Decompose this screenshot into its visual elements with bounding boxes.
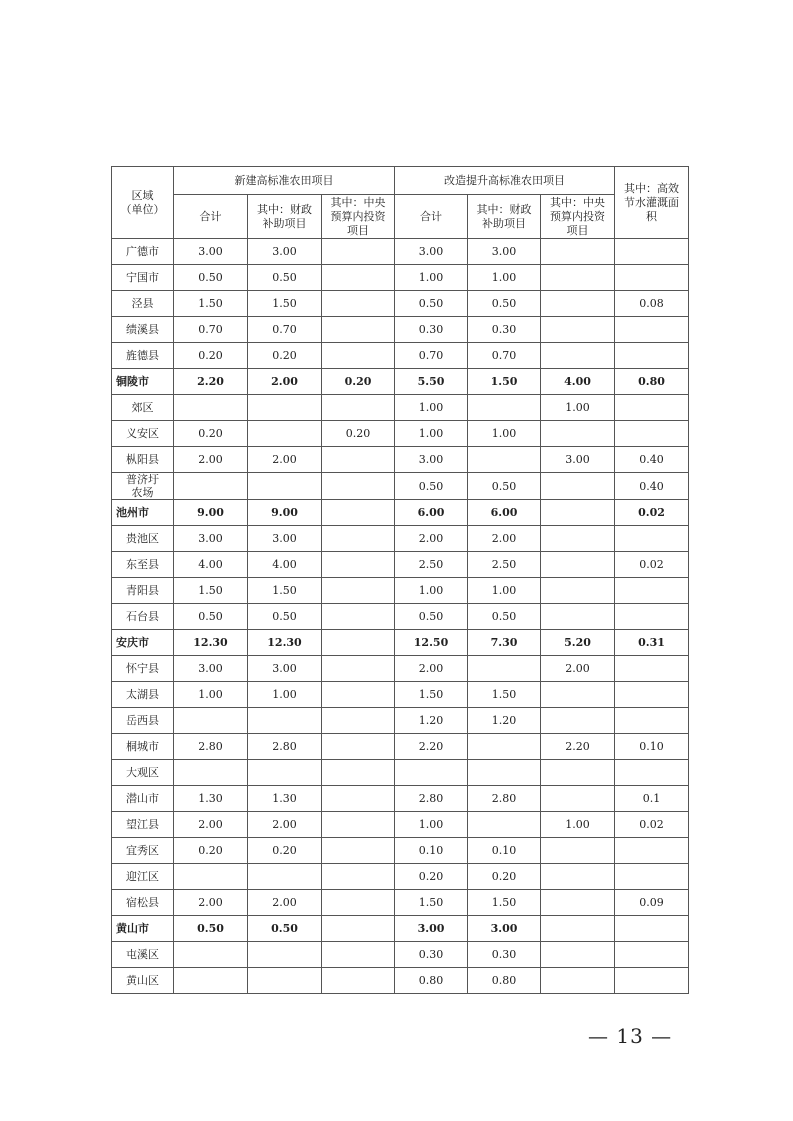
- cell-upgrade-central: [541, 890, 615, 916]
- cell-upgrade-total: 1.00: [395, 812, 468, 838]
- cell-upgrade-central: [541, 916, 615, 942]
- cell-new-finance: 0.20: [248, 343, 322, 369]
- cell-upgrade-central: [541, 864, 615, 890]
- region-name-cell: 迎江区: [112, 864, 174, 890]
- region-name-cell: 东至县: [112, 552, 174, 578]
- cell-new-finance: 2.00: [248, 890, 322, 916]
- cell-upgrade-finance: [468, 734, 541, 760]
- table-row: [112, 500, 689, 526]
- region-name-cell: 宁国市: [112, 265, 174, 291]
- cell-new-central: [322, 916, 395, 942]
- region-name-cell: 郊区: [112, 395, 174, 421]
- region-name-cell: 普济圩 农场: [112, 473, 174, 500]
- table-row: [112, 526, 689, 552]
- cell-upgrade-finance: 1.50: [468, 890, 541, 916]
- region-name-cell: 大观区: [112, 760, 174, 786]
- cell-new-central: [322, 447, 395, 473]
- header-upgrade-total: 合计: [395, 195, 468, 239]
- cell-water-saving: [615, 526, 689, 552]
- cell-water-saving: [615, 421, 689, 447]
- cell-water-saving: [615, 343, 689, 369]
- cell-upgrade-finance: 2.00: [468, 526, 541, 552]
- table-row: [112, 916, 689, 942]
- cell-water-saving: [615, 239, 689, 265]
- cell-upgrade-central: [541, 317, 615, 343]
- cell-new-finance: 1.30: [248, 786, 322, 812]
- cell-upgrade-finance: 1.20: [468, 708, 541, 734]
- cell-upgrade-total: 5.50: [395, 369, 468, 395]
- cell-upgrade-finance: 0.30: [468, 317, 541, 343]
- cell-upgrade-total: 0.30: [395, 942, 468, 968]
- cell-upgrade-central: [541, 838, 615, 864]
- cell-new-finance: 9.00: [248, 500, 322, 526]
- cell-upgrade-total: 1.00: [395, 421, 468, 447]
- cell-upgrade-finance: 0.50: [468, 473, 541, 500]
- cell-new-central: [322, 812, 395, 838]
- cell-new-central: [322, 265, 395, 291]
- header-upgrade-central-text: 其中：中央预算内投资项目: [550, 195, 606, 237]
- cell-new-total: 2.20: [174, 369, 248, 395]
- cell-water-saving: [615, 395, 689, 421]
- cell-upgrade-finance: 2.80: [468, 786, 541, 812]
- table-row: [112, 604, 689, 630]
- cell-new-total: 0.20: [174, 838, 248, 864]
- cell-new-total: [174, 760, 248, 786]
- cell-new-finance: 3.00: [248, 239, 322, 265]
- table-row: [112, 760, 689, 786]
- cell-new-central: [322, 578, 395, 604]
- cell-water-saving: 0.10: [615, 734, 689, 760]
- cell-new-total: 3.00: [174, 239, 248, 265]
- cell-water-saving: 0.02: [615, 500, 689, 526]
- cell-new-central: [322, 343, 395, 369]
- header-new-finance-text: 其中：财政补助项目: [257, 202, 312, 230]
- cell-new-finance: 2.80: [248, 734, 322, 760]
- cell-new-total: 3.00: [174, 526, 248, 552]
- cell-upgrade-finance: [468, 656, 541, 682]
- cell-upgrade-central: [541, 552, 615, 578]
- cell-new-central: [322, 473, 395, 500]
- cell-upgrade-central: [541, 942, 615, 968]
- cell-water-saving: 0.40: [615, 473, 689, 500]
- header-new-total: 合计: [174, 195, 248, 239]
- cell-new-total: 1.30: [174, 786, 248, 812]
- cell-upgrade-total: [395, 760, 468, 786]
- cell-upgrade-finance: 6.00: [468, 500, 541, 526]
- table-row: [112, 786, 689, 812]
- cell-water-saving: [615, 682, 689, 708]
- table-row: [112, 968, 689, 994]
- region-name-cell: 怀宁县: [112, 656, 174, 682]
- cell-upgrade-total: 0.70: [395, 343, 468, 369]
- cell-new-central: [322, 838, 395, 864]
- cell-upgrade-central: [541, 343, 615, 369]
- header-region: [112, 167, 174, 239]
- cell-new-central: [322, 942, 395, 968]
- cell-new-central: [322, 317, 395, 343]
- table-row: [112, 864, 689, 890]
- cell-upgrade-finance: 0.50: [468, 604, 541, 630]
- cell-new-total: 1.00: [174, 682, 248, 708]
- cell-upgrade-central: 2.00: [541, 656, 615, 682]
- cell-upgrade-finance: 0.70: [468, 343, 541, 369]
- cell-upgrade-central: [541, 526, 615, 552]
- cell-upgrade-central: [541, 421, 615, 447]
- cell-new-central: [322, 708, 395, 734]
- table-row: [112, 447, 689, 473]
- table-row: [112, 239, 689, 265]
- cell-new-finance: 0.50: [248, 265, 322, 291]
- cell-upgrade-central: [541, 265, 615, 291]
- cell-new-central: [322, 552, 395, 578]
- cell-upgrade-total: 0.20: [395, 864, 468, 890]
- cell-water-saving: [615, 760, 689, 786]
- cell-water-saving: 0.08: [615, 291, 689, 317]
- cell-new-total: 0.50: [174, 604, 248, 630]
- cell-new-finance: 1.00: [248, 682, 322, 708]
- table-row: [112, 473, 689, 500]
- header-upgrade-central: [541, 195, 615, 239]
- cell-upgrade-central: 4.00: [541, 369, 615, 395]
- cell-new-total: [174, 942, 248, 968]
- cell-water-saving: 0.02: [615, 552, 689, 578]
- cell-upgrade-finance: 1.50: [468, 682, 541, 708]
- cell-new-central: [322, 395, 395, 421]
- cell-new-finance: [248, 421, 322, 447]
- cell-new-central: [322, 786, 395, 812]
- table-row: [112, 838, 689, 864]
- cell-upgrade-total: 0.50: [395, 604, 468, 630]
- cell-new-total: 1.50: [174, 578, 248, 604]
- cell-upgrade-finance: 0.50: [468, 291, 541, 317]
- cell-new-central: [322, 500, 395, 526]
- header-new-finance: [248, 195, 322, 239]
- cell-new-finance: [248, 864, 322, 890]
- table-row: [112, 317, 689, 343]
- cell-new-central: [322, 890, 395, 916]
- header-new-central-text: 其中：中央预算内投资项目: [330, 195, 386, 237]
- cell-upgrade-central: [541, 578, 615, 604]
- cell-upgrade-central: 5.20: [541, 630, 615, 656]
- cell-upgrade-central: [541, 239, 615, 265]
- cell-water-saving: 0.80: [615, 369, 689, 395]
- table-row: [112, 682, 689, 708]
- cell-upgrade-finance: [468, 812, 541, 838]
- cell-upgrade-finance: [468, 447, 541, 473]
- table-row: [112, 552, 689, 578]
- region-name-cell: 屯溪区: [112, 942, 174, 968]
- region-name-cell: 太湖县: [112, 682, 174, 708]
- cell-new-total: 3.00: [174, 656, 248, 682]
- cell-upgrade-finance: 1.00: [468, 265, 541, 291]
- cell-new-total: 0.20: [174, 421, 248, 447]
- cell-upgrade-central: 3.00: [541, 447, 615, 473]
- cell-water-saving: [615, 708, 689, 734]
- table-row: [112, 265, 689, 291]
- cell-water-saving: [615, 838, 689, 864]
- cell-upgrade-total: 2.50: [395, 552, 468, 578]
- cell-new-central: [322, 526, 395, 552]
- cell-new-finance: 0.70: [248, 317, 322, 343]
- cell-new-total: 4.00: [174, 552, 248, 578]
- cell-water-saving: 0.31: [615, 630, 689, 656]
- cell-new-central: [322, 734, 395, 760]
- cell-new-finance: 0.20: [248, 838, 322, 864]
- cell-upgrade-total: 0.50: [395, 473, 468, 500]
- cell-new-finance: 2.00: [248, 812, 322, 838]
- cell-new-central: [322, 864, 395, 890]
- cell-upgrade-central: [541, 604, 615, 630]
- cell-new-finance: [248, 473, 322, 500]
- cell-water-saving: 0.40: [615, 447, 689, 473]
- region-name-cell: 宿松县: [112, 890, 174, 916]
- cell-water-saving: [615, 265, 689, 291]
- cell-new-central: [322, 630, 395, 656]
- header-upgrade-finance: [468, 195, 541, 239]
- cell-new-total: 1.50: [174, 291, 248, 317]
- cell-upgrade-total: 0.30: [395, 317, 468, 343]
- cell-upgrade-finance: 0.30: [468, 942, 541, 968]
- region-name-cell: 贵池区: [112, 526, 174, 552]
- cell-water-saving: 0.09: [615, 890, 689, 916]
- cell-water-saving: [615, 864, 689, 890]
- cell-upgrade-central: [541, 291, 615, 317]
- cell-water-saving: 0.02: [615, 812, 689, 838]
- cell-upgrade-finance: 2.50: [468, 552, 541, 578]
- cell-upgrade-total: 2.00: [395, 656, 468, 682]
- header-upgrade-finance-text: 其中：财政补助项目: [476, 202, 532, 230]
- region-name-cell: 枞阳县: [112, 447, 174, 473]
- cell-new-total: 0.70: [174, 317, 248, 343]
- cell-new-finance: [248, 942, 322, 968]
- table-row: [112, 421, 689, 447]
- page-number: — 13 —: [588, 1024, 673, 1048]
- cell-upgrade-finance: 3.00: [468, 239, 541, 265]
- header-water-saving: [615, 167, 689, 239]
- cell-upgrade-total: 2.20: [395, 734, 468, 760]
- cell-upgrade-total: 0.10: [395, 838, 468, 864]
- region-name-cell: 泾县: [112, 291, 174, 317]
- cell-upgrade-total: 1.00: [395, 395, 468, 421]
- cell-new-total: [174, 395, 248, 421]
- region-name-cell: 宜秀区: [112, 838, 174, 864]
- cell-upgrade-central: 2.20: [541, 734, 615, 760]
- table-row: [112, 708, 689, 734]
- cell-upgrade-finance: 1.00: [468, 421, 541, 447]
- header-upgrade-group: 改造提升高标准农田项目: [395, 167, 615, 195]
- cell-new-central: [322, 760, 395, 786]
- farmland-project-table: [111, 166, 689, 994]
- cell-upgrade-total: 3.00: [395, 239, 468, 265]
- cell-water-saving: 0.1: [615, 786, 689, 812]
- cell-new-finance: [248, 760, 322, 786]
- cell-upgrade-total: 1.00: [395, 265, 468, 291]
- cell-upgrade-total: 2.00: [395, 526, 468, 552]
- cell-upgrade-finance: 3.00: [468, 916, 541, 942]
- table-body: [112, 239, 689, 994]
- cell-new-total: 2.80: [174, 734, 248, 760]
- region-name-cell: 义安区: [112, 421, 174, 447]
- table-row: [112, 395, 689, 421]
- cell-upgrade-total: 3.00: [395, 916, 468, 942]
- cell-upgrade-total: 1.50: [395, 890, 468, 916]
- cell-water-saving: [615, 604, 689, 630]
- cell-new-finance: [248, 708, 322, 734]
- region-name-cell: 池州市: [112, 500, 174, 526]
- table-row: [112, 656, 689, 682]
- region-name-cell: 岳西县: [112, 708, 174, 734]
- cell-water-saving: [615, 916, 689, 942]
- cell-new-finance: [248, 395, 322, 421]
- cell-water-saving: [615, 942, 689, 968]
- table-row: [112, 734, 689, 760]
- region-name-cell: 绩溪县: [112, 317, 174, 343]
- cell-new-central: [322, 291, 395, 317]
- cell-upgrade-central: [541, 500, 615, 526]
- table-row: [112, 578, 689, 604]
- region-name-cell: 安庆市: [112, 630, 174, 656]
- cell-new-finance: 1.50: [248, 291, 322, 317]
- region-name-cell: 石台县: [112, 604, 174, 630]
- table-row: [112, 343, 689, 369]
- table-row: [112, 812, 689, 838]
- cell-new-total: 2.00: [174, 447, 248, 473]
- cell-upgrade-central: [541, 708, 615, 734]
- cell-new-central: [322, 604, 395, 630]
- cell-new-finance: 2.00: [248, 369, 322, 395]
- cell-water-saving: [615, 968, 689, 994]
- cell-new-total: 12.30: [174, 630, 248, 656]
- cell-upgrade-central: [541, 473, 615, 500]
- region-name-cell: 旌德县: [112, 343, 174, 369]
- cell-upgrade-central: [541, 968, 615, 994]
- cell-upgrade-total: 3.00: [395, 447, 468, 473]
- cell-new-total: [174, 864, 248, 890]
- region-name-cell: 黄山市: [112, 916, 174, 942]
- cell-new-total: 2.00: [174, 812, 248, 838]
- header-region-text: 区域 （单位）: [120, 188, 165, 216]
- header-new-group: 新建高标准农田项目: [174, 167, 395, 195]
- cell-upgrade-central: [541, 786, 615, 812]
- table-row: [112, 942, 689, 968]
- cell-new-total: 0.20: [174, 343, 248, 369]
- cell-upgrade-finance: 0.20: [468, 864, 541, 890]
- cell-new-central: [322, 239, 395, 265]
- cell-upgrade-total: 1.00: [395, 578, 468, 604]
- table-row: [112, 291, 689, 317]
- cell-upgrade-total: 6.00: [395, 500, 468, 526]
- cell-upgrade-finance: 1.00: [468, 578, 541, 604]
- cell-upgrade-finance: [468, 395, 541, 421]
- cell-new-central: [322, 656, 395, 682]
- cell-new-finance: 0.50: [248, 604, 322, 630]
- cell-upgrade-central: 1.00: [541, 395, 615, 421]
- cell-upgrade-central: [541, 760, 615, 786]
- cell-new-total: 0.50: [174, 916, 248, 942]
- cell-upgrade-total: 1.20: [395, 708, 468, 734]
- cell-upgrade-total: 0.80: [395, 968, 468, 994]
- cell-upgrade-central: [541, 682, 615, 708]
- cell-new-central: 0.20: [322, 421, 395, 447]
- table-row: [112, 890, 689, 916]
- header-water-saving-text: 其中：高效节水灌溉面积: [624, 181, 680, 223]
- cell-upgrade-total: 12.50: [395, 630, 468, 656]
- cell-new-total: 2.00: [174, 890, 248, 916]
- header-new-central: [322, 195, 395, 239]
- region-name-cell: 广德市: [112, 239, 174, 265]
- cell-upgrade-total: 1.50: [395, 682, 468, 708]
- region-name-cell: 铜陵市: [112, 369, 174, 395]
- cell-new-finance: [248, 968, 322, 994]
- cell-new-finance: 0.50: [248, 916, 322, 942]
- cell-water-saving: [615, 578, 689, 604]
- cell-new-total: 0.50: [174, 265, 248, 291]
- cell-new-total: [174, 968, 248, 994]
- cell-new-central: [322, 682, 395, 708]
- cell-new-central: [322, 968, 395, 994]
- cell-water-saving: [615, 656, 689, 682]
- cell-upgrade-finance: [468, 760, 541, 786]
- table-row: [112, 369, 689, 395]
- cell-new-central: 0.20: [322, 369, 395, 395]
- cell-new-finance: 12.30: [248, 630, 322, 656]
- cell-upgrade-finance: 0.10: [468, 838, 541, 864]
- region-name-cell: 潜山市: [112, 786, 174, 812]
- cell-new-finance: 4.00: [248, 552, 322, 578]
- region-name-cell: 望江县: [112, 812, 174, 838]
- cell-new-finance: 2.00: [248, 447, 322, 473]
- cell-upgrade-finance: 1.50: [468, 369, 541, 395]
- cell-upgrade-total: 0.50: [395, 291, 468, 317]
- cell-upgrade-finance: 0.80: [468, 968, 541, 994]
- cell-upgrade-finance: 7.30: [468, 630, 541, 656]
- region-name-cell: 青阳县: [112, 578, 174, 604]
- cell-new-finance: 1.50: [248, 578, 322, 604]
- cell-new-finance: 3.00: [248, 656, 322, 682]
- region-name-cell: 桐城市: [112, 734, 174, 760]
- table-row: [112, 630, 689, 656]
- cell-water-saving: [615, 317, 689, 343]
- cell-new-total: [174, 473, 248, 500]
- region-name-cell: 黄山区: [112, 968, 174, 994]
- cell-new-total: [174, 708, 248, 734]
- cell-new-finance: 3.00: [248, 526, 322, 552]
- cell-upgrade-central: 1.00: [541, 812, 615, 838]
- cell-upgrade-total: 2.80: [395, 786, 468, 812]
- cell-new-total: 9.00: [174, 500, 248, 526]
